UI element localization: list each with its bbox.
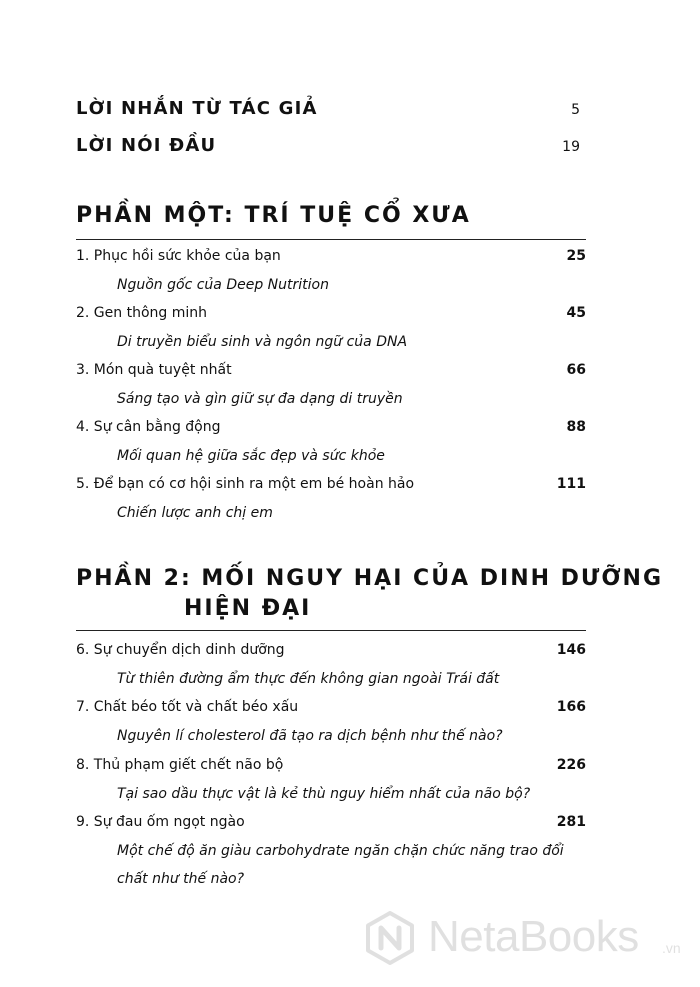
part-one-divider (76, 239, 586, 240)
netabooks-watermark (362, 906, 692, 976)
toc-entry-author-note[interactable] (76, 98, 580, 128)
chapter-subtitle: Nguồn gốc của Deep Nutrition (117, 277, 329, 293)
toc-chapter-8[interactable] (76, 757, 586, 779)
chapter-subtitle: Di truyền biểu sinh và ngôn ngữ của DNA (117, 334, 408, 350)
toc-chapter-1[interactable] (76, 248, 586, 270)
toc-chapter-4[interactable] (76, 419, 586, 441)
chapter-page: 25 (566, 248, 586, 264)
chapter-title: 7. Chất béo tốt và chất béo xấu (76, 699, 299, 715)
chapter-title: 2. Gen thông minh (76, 305, 208, 321)
netabooks-logo-icon (362, 910, 418, 966)
chapter-title: 5. Để bạn có cơ hội sinh ra một em bé hoàn hảo (76, 476, 415, 492)
chapter-page: 166 (556, 699, 586, 715)
part-two-divider (76, 630, 586, 631)
chapter-page: 45 (566, 305, 586, 321)
toc-chapter-7[interactable] (76, 699, 586, 721)
toc-entry-preface[interactable] (76, 135, 580, 165)
chapter-page: 146 (556, 642, 586, 658)
toc-chapter-9[interactable] (76, 814, 586, 836)
toc-entry-title: LỜI NÓI ĐẦU (76, 135, 217, 156)
watermark-brand: NetaBooks (428, 912, 639, 961)
chapter-subtitle: Tại sao dầu thực vật là kẻ thù nguy hiểm nhất của não bộ? (117, 786, 531, 802)
chapter-subtitle: Nguyên lí cholesterol đã tạo ra dịch bệnh như thế nào? (117, 728, 503, 744)
toc-entry-page: 5 (571, 102, 580, 118)
chapter-subtitle: Từ thiên đường ẩm thực đến không gian ngoài Trái đất (117, 671, 500, 687)
part-one-heading: PHẦN MỘT: TRÍ TUỆ CỔ XƯA (76, 203, 471, 228)
chapter-page: 88 (566, 419, 586, 435)
chapter-title: 9. Sự đau ốm ngọt ngào (76, 814, 245, 830)
chapter-title: 8. Thủ phạm giết chết não bộ (76, 757, 284, 773)
chapter-subtitle: Mối quan hệ giữa sắc đẹp và sức khỏe (117, 448, 385, 464)
toc-chapter-3[interactable] (76, 362, 586, 384)
toc-entry-title: LỜI NHẮN TỪ TÁC GIẢ (76, 98, 318, 119)
chapter-title: 1. Phục hồi sức khỏe của bạn (76, 248, 281, 264)
chapter-title: 3. Món quà tuyệt nhất (76, 362, 232, 378)
chapter-subtitle: Chiến lược anh chị em (117, 505, 273, 521)
chapter-subtitle: Sáng tạo và gìn giữ sự đa dạng di truyền (117, 391, 403, 407)
part-two-heading (76, 564, 663, 624)
chapter-title: 4. Sự cân bằng động (76, 419, 221, 435)
chapter-page: 281 (556, 814, 586, 830)
chapter-page: 111 (556, 476, 586, 492)
toc-entry-page: 19 (562, 139, 580, 155)
toc-chapter-6[interactable] (76, 642, 586, 664)
chapter-subtitle: Một chế độ ăn giàu carbohydrate ngăn chặn chức năng trao đổi chất như thế nào? (117, 843, 564, 887)
chapter-title: 6. Sự chuyển dịch dinh dưỡng (76, 642, 285, 658)
part-two-heading-line2: HIỆN ĐẠI (184, 596, 312, 621)
chapter-page: 66 (566, 362, 586, 378)
toc-chapter-2[interactable] (76, 305, 586, 327)
toc-chapter-5[interactable] (76, 476, 586, 498)
part-two-heading-line1: PHẦN 2: MỐI NGUY HẠI CỦA DINH DƯỠNG (76, 566, 663, 591)
watermark-domain: .vn (662, 940, 681, 956)
chapter-page: 226 (556, 757, 586, 773)
